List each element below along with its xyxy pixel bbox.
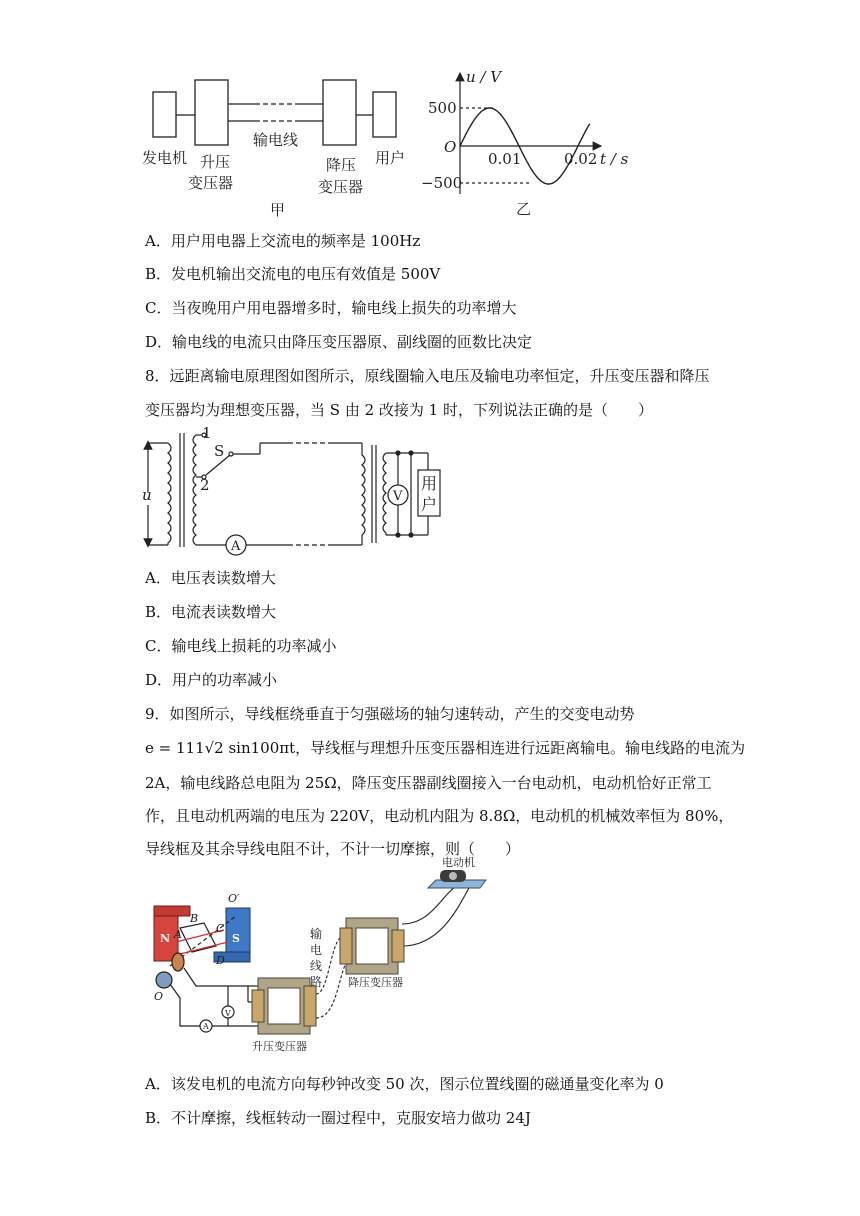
step-up-label-2: 变压器	[188, 174, 234, 192]
q7-option-c: C．当夜晚用户用电器增多时，输电线上损失的功率增大	[145, 299, 517, 317]
q9-stem-line-3: 2A，输电线路总电阻为 25Ω，降压变压器副线圈接入一台电动机，电动机恰好正常工	[145, 774, 712, 792]
q9-stem-line-5: 导线框及其余导线电阻不计，不计一切摩擦，则（ ）	[145, 840, 521, 858]
step-down-secondary-coil	[383, 453, 386, 535]
y-axis-label: u / V	[466, 68, 502, 86]
ammeter-label: A	[231, 539, 241, 554]
x-tick-001: 0.01	[488, 150, 522, 168]
step-up-secondary-coil	[193, 435, 196, 545]
step-down-label-2: 变压器	[318, 178, 364, 196]
q8-option-a: A．电压表读数增大	[145, 569, 276, 587]
q7-option-d: D．输电线的电流只由降压变压器原、副线圈的匝数比决定	[145, 333, 533, 351]
q9-label-a: A	[174, 928, 182, 941]
q9-motor-label: 电动机	[442, 856, 475, 869]
figure-caption-yi: 乙	[516, 200, 532, 218]
q9-stem-line-1: 9．如图所示，导线框绕垂直于匀强磁场的轴匀速转动，产生的交变电动势	[145, 705, 635, 723]
q7-option-b: B．发电机输出交流电的电压有效值是 500V	[145, 265, 441, 283]
q8-stem-line-2: 变压器均为理想变压器，当 S 由 2 改接为 1 时，下列说法正确的是（ ）	[145, 401, 653, 419]
q9-option-b: B．不计摩擦，线框转动一圈过程中，克服安培力做功 24J	[145, 1109, 531, 1127]
step-up-transformer-box	[195, 80, 228, 145]
step-down-label-1: 降压	[326, 156, 357, 174]
q8-circuit-diagram	[138, 425, 448, 560]
input-voltage-label: u	[142, 486, 152, 504]
generator-box	[153, 92, 176, 137]
q9-step-up-label: 升压变压器	[252, 1040, 307, 1053]
q9-stem-line-4: 作，且电动机两端的电压为 220V，电动机内阻为 8.8Ω，电动机的机械效率恒为 80%，	[145, 807, 734, 825]
x-axis-label: t / s	[600, 150, 629, 168]
transmission-line-label: 输电线	[253, 131, 299, 149]
q8-option-d: D．用户的功率减小	[145, 671, 278, 689]
switch-label-s: S	[214, 442, 225, 460]
step-down-primary-coil	[362, 443, 365, 545]
switch-label-2: 2	[200, 476, 210, 494]
user-label-bottom: 户	[421, 495, 438, 514]
user-label-top: 用	[421, 474, 438, 493]
q9-line-label-4: 路	[310, 975, 323, 989]
generator-label: 发电机	[142, 149, 188, 167]
figure-caption-jia: 甲	[270, 201, 286, 219]
q9-voltmeter-label: V	[225, 1009, 231, 1018]
q9-line-label-2: 电	[310, 943, 323, 957]
y-tick-neg500: −500	[421, 174, 463, 192]
rotating-coil-frame	[180, 923, 216, 952]
transmission-block-diagram	[140, 75, 420, 220]
motor-icon	[428, 870, 486, 888]
q7-option-a: A．用户用电器上交流电的频率是 100Hz	[145, 232, 421, 250]
q9-label-b: B	[190, 912, 199, 925]
switch-pivot	[229, 452, 233, 456]
slip-ring	[172, 953, 184, 971]
y-tick-500: 500	[428, 99, 457, 117]
step-up-label-1: 升压	[200, 153, 231, 171]
voltmeter-label: V	[393, 489, 403, 504]
q9-label-c: C	[216, 922, 225, 935]
step-up-primary-coil	[168, 443, 171, 545]
q9-stem-line-2: e = 111√2 sin100πt，导线框与理想升压变压器相连进行远距离输电。输电线路的电流为	[145, 739, 746, 757]
q8-option-b: B．电流表读数增大	[145, 603, 277, 621]
q9-generator-illustration	[140, 856, 510, 1058]
q9-option-a: A．该发电机的电流方向每秒钟改变 50 次，图示位置线圈的磁通量变化率为 0	[145, 1075, 664, 1093]
step-down-transformer-box	[323, 80, 356, 145]
q9-label-s: S	[232, 932, 240, 945]
q9-ammeter-label: A	[203, 1022, 209, 1031]
x-tick-002: 0.02	[564, 150, 598, 168]
q8-stem-line-1: 8．远距离输电原理图如图所示，原线圈输入电压及输电功率恒定，升压变压器和降压	[145, 367, 710, 385]
q9-label-d: D	[216, 954, 225, 967]
q9-line-label-3: 线	[310, 959, 323, 973]
q9-line-label-1: 输	[310, 927, 323, 941]
q8-option-c: C．输电线上损耗的功率减小	[145, 637, 337, 655]
q9-label-o: O	[154, 990, 164, 1003]
q9-label-n: N	[160, 932, 171, 945]
user-box	[373, 92, 396, 137]
voltage-time-graph	[418, 68, 638, 220]
q9-label-o-prime: O′	[228, 892, 240, 905]
user-label: 用户	[375, 149, 406, 167]
q9-step-down-label: 降压变压器	[348, 976, 403, 989]
origin-label: O	[444, 138, 457, 156]
step-down-transformer	[340, 918, 404, 974]
switch-label-1: 1	[202, 424, 212, 442]
step-up-transformer	[252, 978, 316, 1034]
